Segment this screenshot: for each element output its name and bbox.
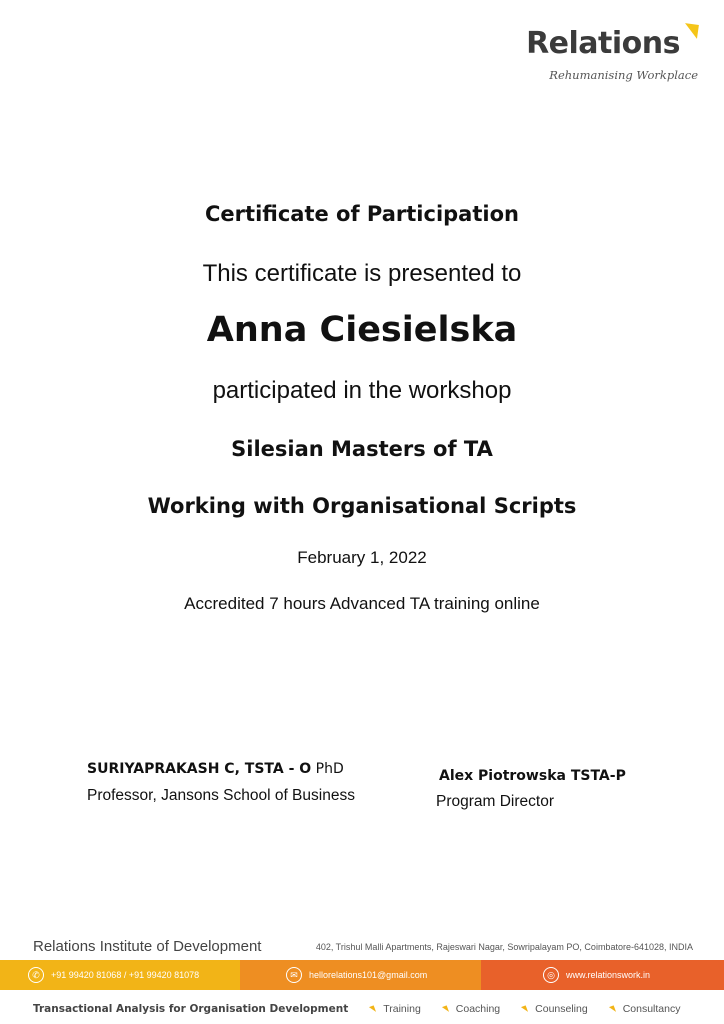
participated-line: participated in the workshop [212, 377, 512, 404]
workshop-date: February 1, 2022 [297, 548, 427, 567]
contact-email[interactable] [240, 960, 481, 990]
signatory-1-role: Professor, Jansons School of Business [87, 787, 355, 804]
arrow-icon [609, 1005, 616, 1013]
signatory-1 [87, 760, 355, 805]
contact-website[interactable] [481, 960, 724, 990]
service-label: Training [383, 1003, 421, 1015]
signatory-2 [436, 768, 626, 811]
presented-line: This certificate is presented to [202, 260, 522, 287]
signatory-2-name: Alex Piotrowska TSTA-P [439, 768, 626, 784]
relations-logo [526, 24, 698, 88]
service-training [370, 1003, 421, 1015]
institute-name: Relations Institute of Development [33, 938, 262, 955]
arrow-icon [369, 1005, 376, 1013]
service-consultancy [610, 1003, 681, 1015]
workshop-topic: Working with Organisational Scripts [147, 494, 577, 518]
contact-bar [0, 960, 724, 990]
phone-icon: ✆ [28, 967, 44, 983]
arrow-icon [442, 1005, 449, 1013]
logo-tagline: Rehumanising Workplace [549, 68, 698, 82]
service-label: Consultancy [622, 1003, 681, 1015]
workshop-name: Silesian Masters of TA [231, 437, 493, 461]
signatory-2-role: Program Director [436, 793, 554, 810]
signatory-1-name: SURIYAPRAKASH C, TSTA - O [87, 761, 312, 777]
services-row [33, 1000, 693, 1018]
logo-wordmark: Relations [526, 26, 680, 61]
arrow-icon [521, 1005, 528, 1013]
accreditation-text: Accredited 7 hours Advanced TA training online [184, 594, 540, 613]
institute-address: 402, Trishul Malli Apartments, Rajeswari Nagar, Sowripalayam PO, Coimbatore-641028, INDIA [315, 942, 693, 952]
logo-arrow-icon [683, 23, 699, 39]
service-label: Counseling [535, 1003, 588, 1015]
institute-row [33, 938, 693, 958]
service-counseling [522, 1003, 588, 1015]
signatory-1-suffix: PhD [315, 761, 344, 777]
contact-phone [0, 960, 240, 990]
recipient-name: Anna Ciesielska [206, 310, 518, 350]
footer-tagline: Transactional Analysis for Organisation Development [33, 1003, 349, 1015]
service-label: Coaching [455, 1003, 501, 1015]
service-coaching [443, 1003, 500, 1015]
contact-phone-text: +91 99420 81068 / +91 99420 81078 [51, 970, 200, 980]
contact-website-text[interactable]: www.relationswork.in [566, 970, 651, 980]
contact-email-text[interactable]: hellorelations101@gmail.com [309, 970, 428, 980]
mail-icon: ✉ [286, 967, 302, 983]
globe-icon: ◎ [543, 967, 559, 983]
certificate-title: Certificate of Participation [205, 202, 519, 226]
signatory-1-name-line [87, 760, 355, 778]
